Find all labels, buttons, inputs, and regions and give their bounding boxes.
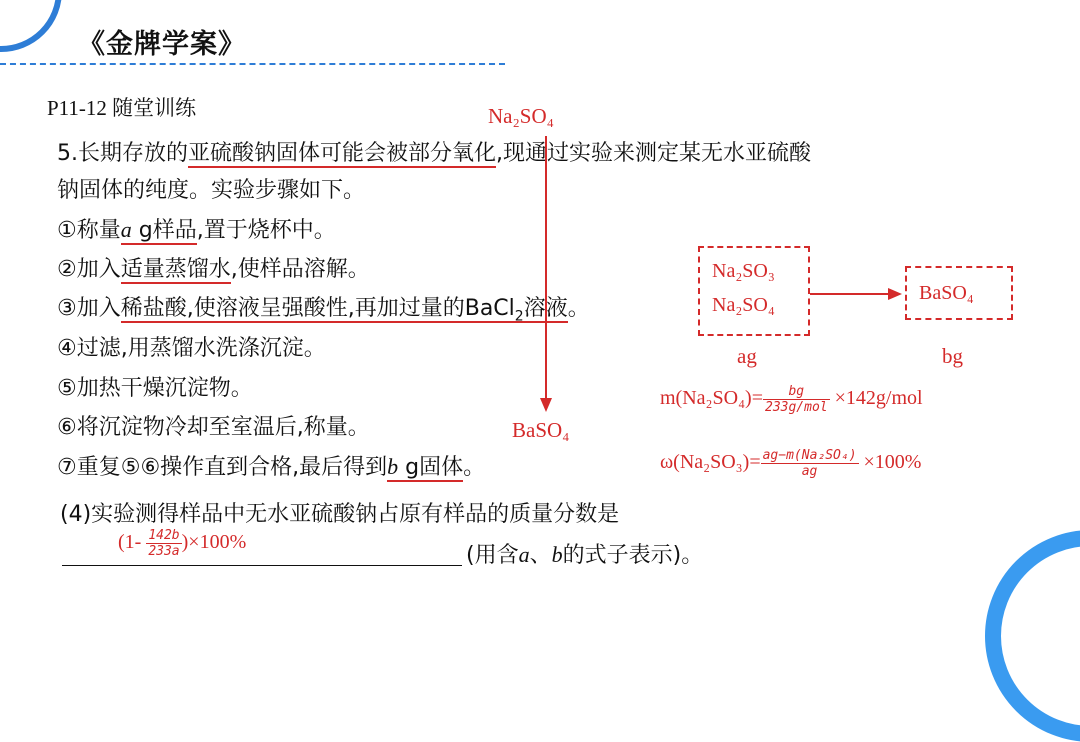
fraction-denominator: 233g/mol — [765, 400, 828, 415]
answer-hint — [466, 538, 703, 569]
text-segment: 、 — [529, 543, 552, 568]
step-4: ④过滤,用蒸馏水洗涤沉淀。 — [57, 336, 326, 361]
text-segment: )×100% — [181, 531, 247, 554]
text-segment: (用含 — [466, 543, 519, 568]
mass-label-a: ag — [737, 344, 757, 368]
text-segment: 的式子表示)。 — [562, 543, 704, 568]
header-divider — [0, 63, 505, 65]
subscript: 2 — [514, 308, 524, 325]
fraction-numerator: 142b — [148, 528, 180, 543]
variable-b: b — [551, 542, 563, 567]
section-title: P11-12 随堂训练 — [47, 96, 197, 120]
reactant-box — [698, 246, 810, 336]
text-segment: ×100% — [858, 451, 922, 474]
step-1 — [57, 213, 336, 244]
formula-fraction-sulfite — [660, 448, 921, 479]
reactant-sulfite: Na₂SO₃ — [712, 260, 775, 282]
text-segment: 5.长期存放的 — [57, 141, 188, 166]
underlined-phrase: 溶液 — [523, 296, 568, 321]
underlined-phrase: 亚硫酸钠固体可能会被部分氧化 — [188, 141, 497, 166]
product-barium-sulfate: BaSO₄ — [919, 282, 974, 304]
down-arrow — [536, 136, 556, 416]
annotation-bottom-label: BaSO₄ — [512, 418, 570, 442]
question-line-2: 钠固体的纯度。实验步骤如下。 — [57, 178, 366, 203]
text-segment: ω(Na₂SO₃)= — [660, 451, 761, 474]
product-box — [905, 266, 1013, 320]
step-3 — [57, 291, 590, 324]
variable-a: a — [518, 542, 530, 567]
text-segment: ,使样品溶解。 — [230, 257, 370, 282]
step-5: ⑤加热干燥沉淀物。 — [57, 376, 253, 401]
text-segment: ×142g/mol — [829, 387, 923, 410]
mass-label-b: bg — [942, 344, 963, 368]
fraction-numerator: bg — [788, 384, 805, 399]
fraction-denominator: 233a — [148, 544, 180, 559]
text-segment: (1- — [118, 531, 147, 554]
reactant-sulfate: Na₂SO₄ — [712, 294, 775, 316]
answer-blank-line — [62, 565, 462, 566]
step-7 — [57, 450, 485, 481]
text-segment: g固体 — [398, 455, 464, 480]
text-segment: ,置于烧杯中。 — [196, 218, 336, 243]
question-line-1 — [57, 136, 811, 167]
step-2 — [57, 252, 370, 283]
text-segment: ③加入 — [57, 296, 121, 321]
text-segment: ②加入 — [57, 257, 121, 282]
text-segment: 。 — [463, 455, 486, 480]
variable-b: b — [387, 454, 399, 479]
corner-ring-decoration — [0, 0, 62, 52]
fraction-denominator: ag — [761, 463, 859, 479]
text-segment: ①称量 — [57, 218, 121, 243]
text-segment: g样品 — [131, 218, 197, 243]
text-segment: m(Na₂SO₄)= — [660, 387, 763, 410]
formula-mass-sulfate — [660, 384, 923, 415]
corner-ring-decoration — [985, 530, 1080, 742]
annotation-top-label: Na₂SO₄ — [488, 104, 554, 128]
sub-question-4: (4)实验测得样品中无水亚硫酸钠占原有样品的质量分数是 — [60, 502, 620, 527]
answer-expression — [118, 528, 246, 559]
fraction-numerator: ag−m(Na₂SO₄) — [762, 448, 857, 463]
text-segment: ⑦重复⑤⑥操作直到合格,最后得到 — [57, 455, 388, 480]
underlined-phrase: 适量蒸馏水 — [120, 257, 231, 282]
brand-title: 《金牌学案》 — [78, 29, 246, 60]
variable-a: a — [120, 217, 132, 242]
underlined-phrase: 稀盐酸,使溶液呈强酸性,再加过量的BaCl — [120, 296, 515, 321]
text-segment: ,现通过实验来测定某无水亚硫酸 — [496, 141, 812, 166]
step-6: ⑥将沉淀物冷却至室温后,称量。 — [57, 415, 370, 440]
text-segment: 。 — [567, 296, 590, 321]
right-arrow — [808, 286, 904, 302]
